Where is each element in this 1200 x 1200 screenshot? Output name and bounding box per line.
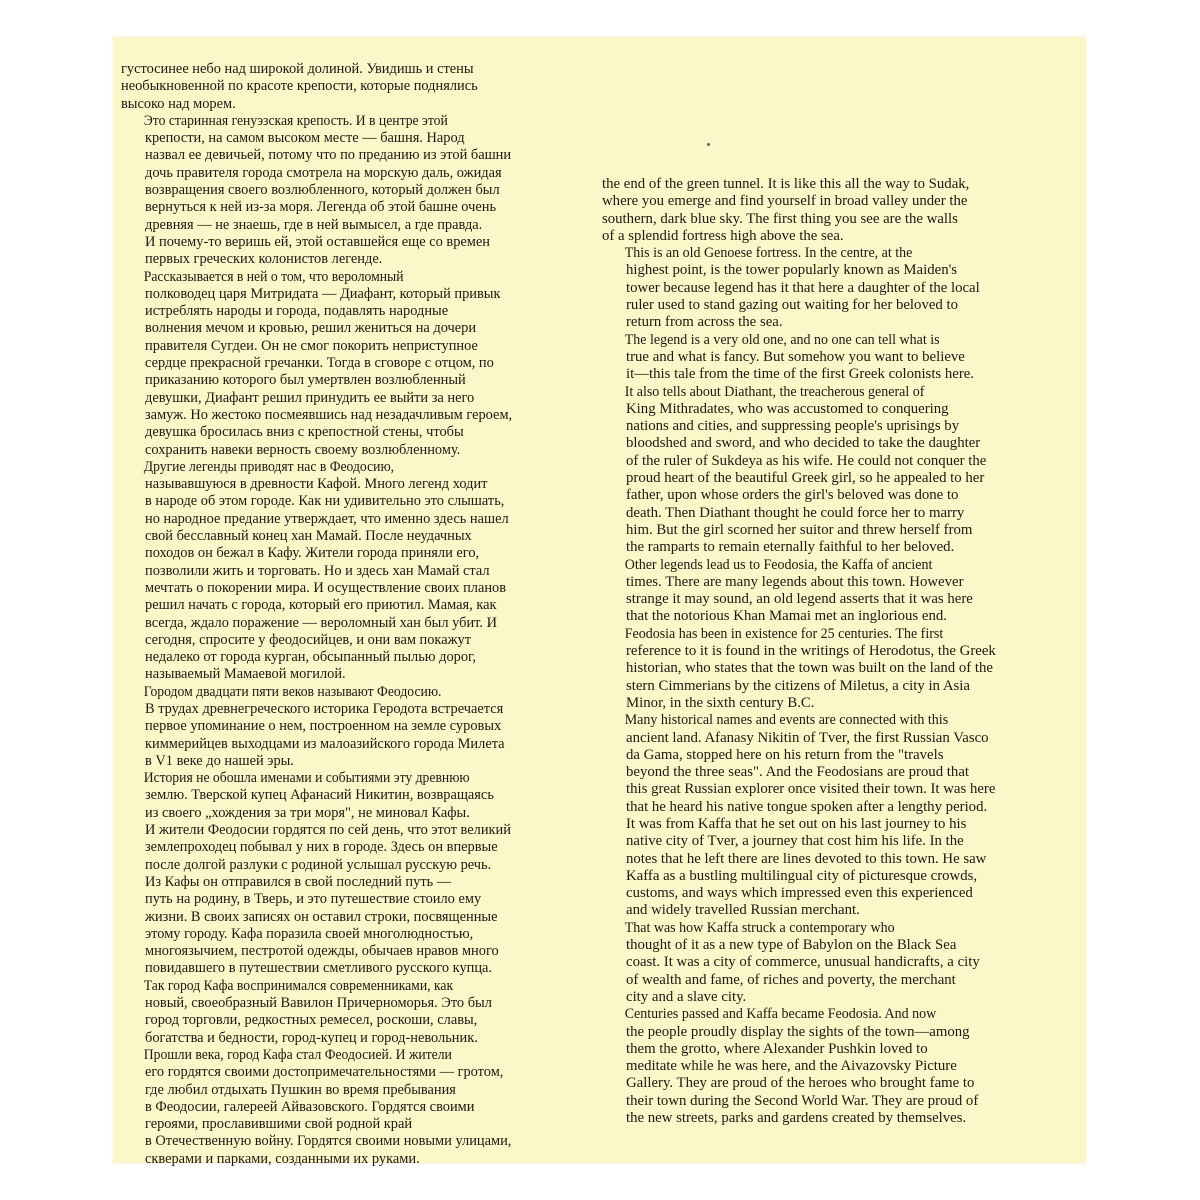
text-line: высоко над морем. xyxy=(121,95,236,112)
text-line: Many historical names and events are connected with this xyxy=(624,712,949,729)
text-line: it—this tale from the time of the first Greek colonists here. xyxy=(626,366,975,383)
text-line: киммерийцев выходцами из малоазийского города Милета xyxy=(145,735,505,752)
text-line: Centuries passed and Kaffa became Feodosia. And now xyxy=(624,1006,937,1023)
text-line: вернуться к ней из-за моря. Легенда об этой башне очень xyxy=(145,199,497,216)
paragraph xyxy=(602,920,1047,1006)
text-line: в V1 веке до нашей эры. xyxy=(145,752,294,769)
text-line: ruler used to stand gazing out waiting for her beloved to xyxy=(626,297,959,314)
text-line: highest point, is the tower popularly known as Maiden's xyxy=(626,262,958,279)
text-line: King Mithradates, who was accustomed to conquering xyxy=(626,400,949,417)
text-line: the ramparts to remain eternally faithful to her beloved. xyxy=(626,539,955,556)
paragraph xyxy=(121,113,591,269)
paragraph xyxy=(602,176,1047,245)
text-line: native city of Tver, a journey that cost him his life. In the xyxy=(626,833,964,850)
text-line: thought of it as a new type of Babylon on the Black Sea xyxy=(626,937,957,954)
text-line: героями, прославившими свой родной край xyxy=(145,1116,413,1133)
paragraph xyxy=(121,459,591,684)
paragraph xyxy=(602,384,1047,557)
paragraph xyxy=(121,1047,591,1168)
paragraph xyxy=(121,61,591,113)
text-line: в Феодосии, галереей Айвазовского. Гордятся своими xyxy=(145,1098,475,1115)
text-line: Прошли века, город Кафа стал Феодосией. И жители xyxy=(143,1046,452,1063)
text-line: customs, and ways which impressed even this experienced xyxy=(626,885,973,902)
text-line: Kaffa as a bustling multilingual city of picturesque crowds, xyxy=(626,867,978,884)
text-line: It also tells about Diathant, the treacherous general of xyxy=(624,383,925,400)
text-line: новый, своеобразный Вавилон Причерноморья. Это был xyxy=(145,995,492,1012)
text-line: notes that he left there are lines devoted to this town. He saw xyxy=(626,850,987,867)
english-text-column xyxy=(602,176,1047,1127)
paragraph xyxy=(602,332,1047,384)
text-line: повидавшего в путешествии сметливого русского купца. xyxy=(145,960,493,977)
text-line: скверами и парками, созданными их руками. xyxy=(145,1150,420,1167)
text-line: this great Russian explorer once visited their town. It was here xyxy=(626,781,996,798)
text-line: землю. Тверской купец Афанасий Никитин, возвращаясь xyxy=(145,787,494,804)
paragraph xyxy=(602,1006,1047,1127)
paragraph xyxy=(121,684,591,770)
text-line: его гордятся своими достопримечательностями — гротом, xyxy=(145,1064,504,1081)
text-line: da Gama, stopped here on his return from the "travels xyxy=(626,746,944,763)
paragraph xyxy=(602,626,1047,712)
text-line: Minor, in the sixth century B.C. xyxy=(626,694,815,711)
text-line: Gallery. They are proud of the heroes who brought fame to xyxy=(626,1075,975,1092)
text-line: сердце прекрасной гречанки. Тогда в сговоре с отцом, по xyxy=(145,355,494,372)
text-line: жизни. В своих записях он оставил строки, посвященные xyxy=(145,908,498,925)
text-line: мечтать о покорении мира. И осуществление своих планов xyxy=(145,579,507,596)
text-line: девушка бросилась вниз с крепостной стены, чтобы xyxy=(145,424,464,441)
text-line: называемый Мамаевой могилой. xyxy=(145,666,346,683)
text-line: stern Cimmerians by the citizens of Miletus, a city in Asia xyxy=(626,677,970,694)
text-line: him. But the girl scorned her suitor and threw herself from xyxy=(626,521,973,538)
text-line: крепости, на самом высоком месте — башня. Народ xyxy=(145,130,465,147)
text-line: богатства и бедности, город-купец и город-невольник. xyxy=(145,1029,478,1046)
russian-text-column xyxy=(121,61,591,1168)
text-line: of wealth and fame, of riches and poverty, the merchant xyxy=(626,971,956,988)
text-line: многоязычием, пестротой одежды, обычаев нравов много xyxy=(145,943,499,960)
text-line: полководец царя Митридата — Диафант, который привык xyxy=(145,285,501,302)
text-line: The legend is a very old one, and no one can tell what is xyxy=(624,331,940,348)
text-line: но народное предание утверждает, что именно здесь нашел xyxy=(145,510,509,527)
text-line: назвал ее девичьей, потому что по преданию из этой башни xyxy=(145,147,512,164)
text-line: недалеко от города курган, обсыпанный пылью дорог, xyxy=(145,649,476,666)
text-line: reference to it is found in the writings of Herodotus, the Greek xyxy=(626,643,996,660)
text-line: bloodshed and sword, and who decided to take the daughter xyxy=(626,435,981,452)
text-line: Из Кафы он отправился в свой последний путь — xyxy=(145,873,452,890)
text-line: times. There are many legends about this town. However xyxy=(626,573,964,590)
text-line: them the grotto, where Alexander Pushkin loved to xyxy=(626,1040,928,1057)
paragraph xyxy=(602,712,1047,920)
paragraph xyxy=(602,245,1047,331)
text-line: называвшуюся в древности Кафой. Много легенд ходит xyxy=(145,476,488,493)
text-line: после долгой разлуки с родиной услышал русскую речь. xyxy=(145,856,492,873)
text-line: всегда, ждало поражение — вероломный хан был убит. И xyxy=(145,614,497,631)
text-line: из своего „хождения за три моря", не миновал Кафы. xyxy=(145,804,470,821)
text-line: История не обошла именами и событиями эту древнюю xyxy=(143,770,470,787)
text-line: southern, dark blue sky. The first thing you see are the walls xyxy=(602,210,958,227)
text-line: необыкновенной по красоте крепости, которые поднялись xyxy=(121,78,478,95)
text-line: Так город Кафа воспринимался современниками, как xyxy=(143,977,454,994)
text-line: where you emerge and find yourself in broad valley under the xyxy=(602,193,968,210)
text-line: землепроходец побывал у них в городе. Здесь он впервые xyxy=(145,839,498,856)
text-line: of a splendid fortress high above the sea. xyxy=(602,227,844,244)
text-line: tower because legend has it that here a daughter of the local xyxy=(626,279,980,296)
text-line: приказанию которого был умертвлен возлюбленный xyxy=(145,372,466,389)
text-line: that he heard his native tongue spoken after a lengthy period. xyxy=(626,798,988,815)
text-line: В трудах древнегреческого историка Геродота встречается xyxy=(145,700,504,717)
text-line: в народе об этом городе. Как ни удивительно это слышать, xyxy=(145,493,505,510)
text-line: ancient land. Afanasy Nikitin of Tver, the first Russian Vasco xyxy=(626,729,989,746)
text-line: It was from Kaffa that he set out on his last journey to his xyxy=(626,815,967,832)
text-line: return from across the sea. xyxy=(626,314,783,331)
text-line: город торговли, редкостных ремесел, роскоши, славы, xyxy=(145,1012,478,1029)
text-line: свой бесславный конец хан Мамай. После неудачных xyxy=(145,528,472,545)
text-line: nations and cities, and suppressing people's uprisings by xyxy=(626,418,960,435)
text-line: Это старинная генуэзская крепость. И в центре этой xyxy=(143,112,448,129)
text-line: strange it may sound, an old legend asserts that it was here xyxy=(626,591,973,608)
text-line: Feodosia has been in existence for 25 centuries. The first xyxy=(624,625,944,642)
page-sheet xyxy=(113,37,1086,1167)
text-line: father, upon whose orders the girl's beloved was done to xyxy=(626,487,959,504)
text-line: beyond the three seas". And the Feodosians are proud that xyxy=(626,764,969,781)
paragraph xyxy=(602,557,1047,626)
text-line: their town during the Second World War. They are proud of xyxy=(626,1092,979,1109)
text-line: true and what is fancy. But somehow you want to believe xyxy=(626,348,965,365)
text-line: решил начать с города, который его приютил. Мамая, как xyxy=(145,597,497,614)
text-line: первое упоминание о нем, построенном на земле суровых xyxy=(145,718,502,735)
text-line: древняя — не знаешь, где в ней вымысел, а где правда. xyxy=(145,216,483,233)
text-line: истреблять народы и города, подавлять народные xyxy=(145,303,449,320)
text-line: замуж. Но жестоко посмеявшись над незадачливым героем, xyxy=(145,406,513,423)
text-line: походов он бежал в Кафу. Жители города приняли его, xyxy=(145,545,480,562)
text-line: Other legends lead us to Feodosia, the Kaffa of ancient xyxy=(624,556,933,573)
text-line: death. Then Diathant thought he could force her to marry xyxy=(626,504,965,521)
text-line: волнения мечом и кровью, решил жениться на дочери xyxy=(145,320,477,337)
text-line: путь на родину, в Тверь, и это путешествие стоило ему xyxy=(145,891,482,908)
text-line: сегодня, спросите у феодосийцев, и они вам покажут xyxy=(145,631,472,648)
text-line: позволили жить и торговать. Но и здесь хан Мамай стал xyxy=(145,562,490,579)
text-line: И жители Феодосии гордятся по сей день, что этот великий xyxy=(145,822,511,839)
text-line: этому городу. Кафа поразила своей многолюдностью, xyxy=(145,925,474,942)
text-line: that the notorious Khan Mamai met an inglorious end. xyxy=(626,608,947,625)
text-line: И почему-то веришь ей, этой оставшейся еще со времен xyxy=(145,233,490,250)
paper-speck xyxy=(707,143,710,146)
text-line: густосинее небо над широкой долиной. Увидишь и стены xyxy=(121,61,474,77)
text-line: дочь правителя города смотрела на морскую даль, ожидая xyxy=(145,164,502,181)
text-line: the end of the green tunnel. It is like this all the way to Sudak, xyxy=(602,176,970,192)
text-line: Другие легенды приводят нас в Феодосию, xyxy=(143,458,395,475)
text-line: где любил отдыхать Пушкин во время пребывания xyxy=(145,1081,456,1098)
text-line: city and a slave city. xyxy=(626,988,747,1005)
text-line: coast. It was a city of commerce, unusual handicrafts, a city xyxy=(626,954,980,971)
text-line: That was how Kaffa struck a contemporary who xyxy=(624,919,895,936)
text-line: historian, who states that the town was built on the land of the xyxy=(626,660,993,677)
text-line: meditate while he was here, and the Aivazovsky Picture xyxy=(626,1058,957,1075)
text-line: of the ruler of Sukdeya as his wife. He could not conquer the xyxy=(626,452,987,469)
text-line: первых греческих колонистов легенде. xyxy=(145,251,383,268)
text-line: в Отечественную войну. Гордятся своими новыми улицами, xyxy=(145,1133,512,1150)
text-line: Городом двадцати пяти веков называют Феодосию. xyxy=(143,683,442,700)
paragraph xyxy=(121,978,591,1047)
text-line: сохранить навеки верность своему возлюбленному. xyxy=(145,441,461,458)
text-line: Рассказывается в ней о том, что вероломный xyxy=(143,268,404,285)
text-line: the new streets, parks and gardens created by themselves. xyxy=(626,1110,967,1127)
text-line: девушки, Диафант решил принудить ее выйти за него xyxy=(145,389,475,406)
text-line: proud heart of the beautiful Greek girl, so he appealed to her xyxy=(626,470,985,487)
text-line: возвращения своего возлюбленного, который должен был xyxy=(145,182,500,199)
paragraph xyxy=(121,770,591,978)
text-line: the people proudly display the sights of the town—among xyxy=(626,1023,970,1040)
text-line: правителя Сугдеи. Он не смог покорить неприступное xyxy=(145,337,478,354)
text-line: This is an old Genoese fortress. In the centre, at the xyxy=(624,245,913,262)
text-line: and widely travelled Russian merchant. xyxy=(626,902,860,919)
paragraph xyxy=(121,269,591,459)
